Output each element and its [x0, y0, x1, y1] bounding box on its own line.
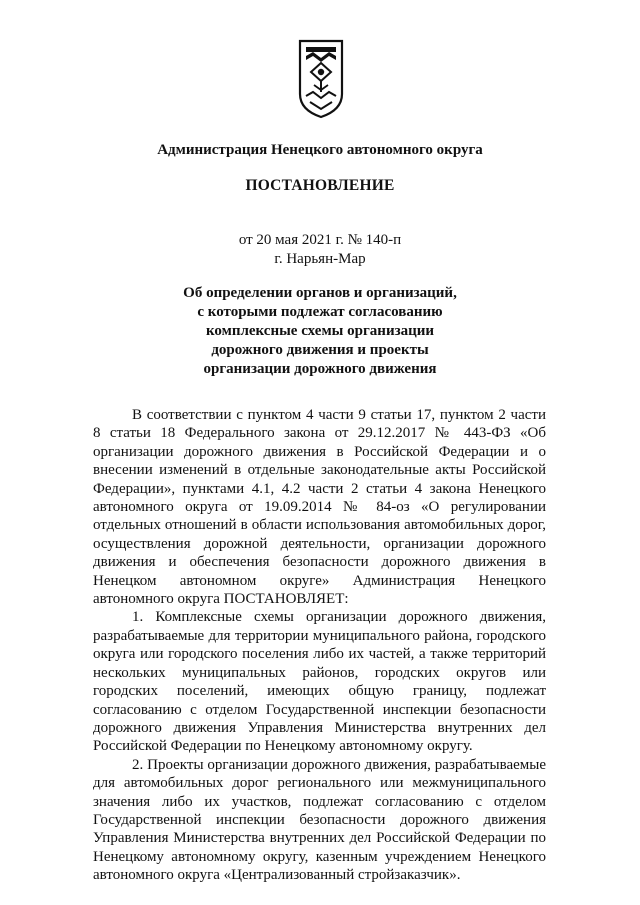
- subject-line: дорожного движения и проекты: [211, 342, 429, 358]
- document-body: [93, 406, 546, 885]
- subject-line: комплексные схемы организации: [205, 323, 435, 339]
- clause-1-paragraph: 1. Комплексные схемы организации дорожного движения, разрабатываемые для территории муниципального района, городского округа или городского поселения либо их частей, а также территорий нескольких муниципальных районов, городских округов или городских поселений, имеющих общую границу, подлежат согласованию с отделом Государственной инспекции безопасности дорожного движения Управления Министерства внутренних дел Российской Федерации по Ненецкому автономному округу.: [93, 609, 546, 755]
- clause-2-paragraph: 2. Проекты организации дорожного движения, разрабатываемые для автомобильных дорог регионального или межмуниципального значения либо их участков, подлежат согласованию с отделом Государственной инспекции безопасности дорожного движения Управления Министерства внутренних дел Российской Федерации по Ненецкому автономному округу, казенным учреждением Ненецкого автономного округа «Централизованный стройзаказчик».: [93, 756, 546, 884]
- organization-title: Администрация Ненецкого автономного округа: [157, 142, 483, 158]
- document-date-block: [0, 231, 640, 269]
- preamble-paragraph: В соответствии с пунктом 4 части 9 статьи 17, пунктом 2 части 8 статьи 18 Федерального закона от 29.12.2017 № 443-ФЗ «Об организации дорожного движения в Российской Федерации и о внесении изменений в отдельные законодательные акты Российской Федерации», пунктами 4.1, 4.2 части 2 статьи 4 закона Ненецкого автономного округа от 19.09.2014 № 84-оз «О регулировании отдельных отношений в области использования автомобильных дорог, осуществления дорожной деятельности, организации дорожного движения и обеспечения безопасности дорожного движения в Ненецком автономном округе» Администрация Ненецкого автономного округа ПОСТАНОВЛЯЕТ:: [93, 407, 546, 608]
- document-type: ПОСТАНОВЛЕНИЕ: [245, 177, 395, 194]
- coat-of-arms-icon: [297, 38, 345, 120]
- subject-line: организации дорожного движения: [203, 361, 437, 377]
- subject-line: Об определении органов и организаций,: [183, 285, 457, 301]
- date-number: от 20 мая 2021 г. № 140-п: [238, 232, 402, 248]
- subject-line: с которыми подлежат согласованию: [197, 304, 443, 320]
- document-subject: [0, 284, 640, 379]
- place: г. Нарьян-Мар: [274, 251, 366, 267]
